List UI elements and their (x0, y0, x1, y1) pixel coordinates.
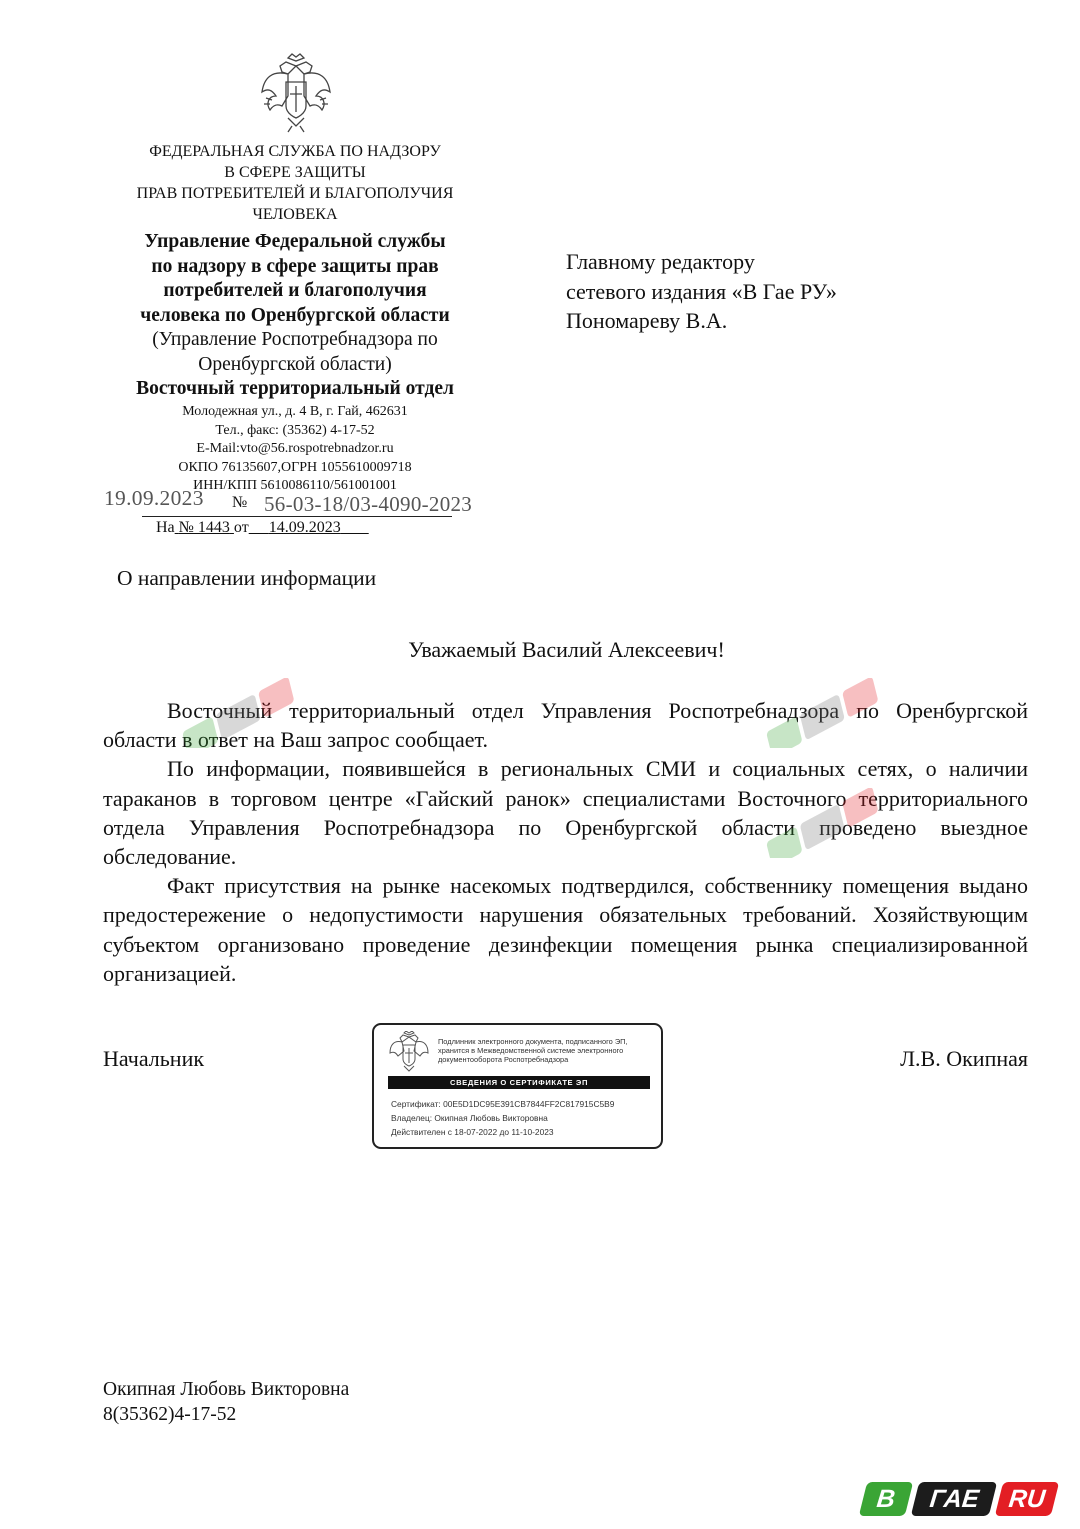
email: E-Mail:vto@56.rospotrebnadzor.ru (196, 441, 394, 457)
reply-reference (156, 519, 369, 537)
department-block (100, 230, 490, 402)
department-line: по надзору в сфере защиты прав (151, 255, 439, 277)
salutation: Уважаемый Василий Алексеевич! (408, 637, 725, 662)
body-paragraph: По информации, появившейся в региональных СМИ и социальных сетях, о наличии тараканов в торговом центре «Гайский ранок» специалистами Восточного территориального отдела Управления Роспотребнадзора по Оренбургской области проведено выездное обследование. (103, 756, 1028, 870)
stamp-emblem-icon (388, 1031, 430, 1075)
subject-line: О направлении информации (117, 566, 377, 590)
certificate-validity: Действителен с 18-07-2022 до 11-10-2023 (391, 1127, 554, 1137)
agency-line: ЧЕЛОВЕКА (252, 206, 338, 223)
watermark-logo-icon (760, 678, 900, 748)
inn-kpp: ИНН/КПП 5610086110/561001001 (193, 478, 397, 494)
department-line: Управление Федеральной службы (144, 231, 446, 252)
body-paragraph: Факт присутствия на рынке насекомых подтвердился, собственнику помещения выдано предостережение о недопустимости нарушения обязательных требований. Хозяйствующим субъектом организовано проведение дезинфекции помещения рынка специализированной организацией. (103, 873, 1028, 986)
emblem-icon (258, 52, 334, 134)
reply-number: № 1443 (178, 519, 230, 536)
addressee-line: Пономареву В.А. (566, 308, 728, 333)
certificate-owner: Владелец: Окипная Любовь Викторовна (391, 1113, 548, 1123)
registration-date: 19.09.2023 (104, 486, 204, 510)
division-name: Восточный территориальный отдел (136, 378, 454, 399)
stamp-details (391, 1097, 653, 1139)
logo-tile-ru: RU (995, 1482, 1059, 1516)
certificate-number: Сертификат: 00E5D1DC95E391CB7844FF2C817915C5B9 (391, 1099, 615, 1109)
department-short-line: Оренбургской области) (198, 353, 392, 375)
agency-name (100, 141, 490, 225)
agency-line: В СФЕРЕ ЗАЩИТЫ (224, 164, 366, 181)
logo-tile-v: В (859, 1482, 913, 1516)
department-short-line: (Управление Роспотребнадзора по (152, 329, 438, 350)
watermark-logo-icon (760, 788, 900, 858)
okpo-ogrn: ОКПО 76135607,ОГРН 1055610009718 (178, 459, 412, 475)
addressee-line: Главному редактору (566, 249, 755, 274)
phone: Тел., факс: (35362) 4-17-52 (215, 422, 375, 438)
agency-line: ПРАВ ПОТРЕБИТЕЛЕЙ И БЛАГОПОЛУЧИЯ (136, 185, 454, 202)
reply-date: 14.09.2023 (268, 519, 341, 536)
stamp-header: СВЕДЕНИЯ О СЕРТИФИКАТЕ ЭП (388, 1076, 650, 1089)
stamp-note-line: документооборота Роспотребнадзора (438, 1055, 569, 1065)
contact-details (100, 403, 490, 496)
body-paragraph: Восточный территориальный отдел Управления Роспотребнадзора по Оренбургской области в ответ на Ваш запрос сообщает. (103, 698, 1028, 753)
site-logo[interactable] (863, 1482, 1055, 1516)
stamp-note (438, 1037, 654, 1065)
logo-tile-gae: ГАЕ (911, 1482, 997, 1516)
executor-phone: 8(35362)4-17-52 (103, 1404, 237, 1425)
addressee-block (566, 247, 837, 336)
agency-line: ФЕДЕРАЛЬНАЯ СЛУЖБА ПО НАДЗОРУ (149, 143, 441, 160)
executor-name: Окипная Любовь Викторовна (103, 1379, 350, 1400)
electronic-signature-stamp (372, 1023, 663, 1149)
watermark-logo-icon (176, 678, 316, 748)
executor-info (103, 1377, 349, 1427)
signatory-position: Начальник (103, 1046, 205, 1071)
stamp-note-line: хранится в Межведомственной системе электронного (438, 1046, 624, 1056)
reply-prefix: На (156, 519, 175, 536)
department-line: потребителей и благополучия (163, 280, 427, 301)
registration-number: 56-03-18/03-4090-2023 (264, 492, 473, 516)
reply-from: от (233, 519, 249, 536)
department-line: человека по Оренбургской области (140, 304, 450, 326)
address: Молодежная ул., д. 4 В, г. Гай, 462631 (182, 404, 408, 419)
stamp-note-line: Подлинник электронного документа, подписанного ЭП, (438, 1037, 628, 1046)
signatory-name: Л.В. Окипная (900, 1046, 1028, 1071)
addressee-line: сетевого издания «В Гае РУ» (566, 278, 837, 304)
registration-number-sign: № (232, 494, 248, 511)
